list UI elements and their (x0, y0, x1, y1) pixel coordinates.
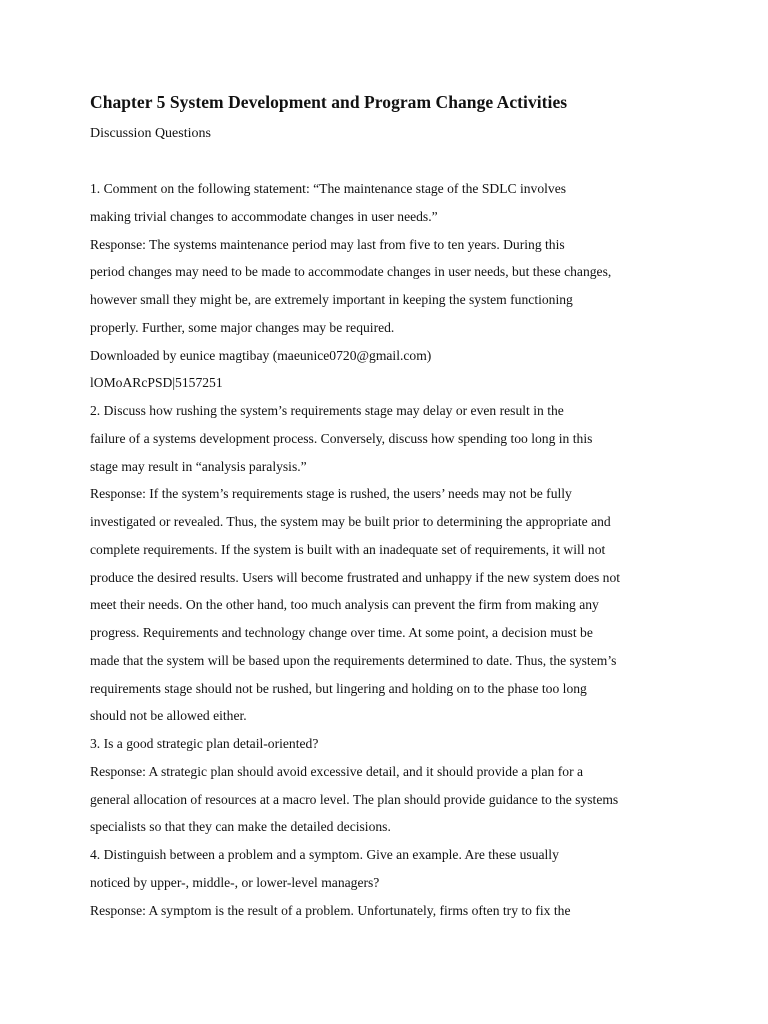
section-subtitle: Discussion Questions (90, 126, 211, 141)
download-notice: Downloaded by eunice magtibay (maeunice0720@gmail.com) (90, 347, 432, 363)
text-line-19: requirements stage should not be rushed, but lingering and holding on to the phase too long (90, 680, 587, 696)
text-line-13: investigated or revealed. Thus, the system may be built prior to determining the appropriate and (90, 514, 611, 529)
text-line-3: Response: The systems maintenance period may last from five to ten years. During this (90, 236, 565, 252)
text-line-15: produce the desired results. Users will become frustrated and unhappy if the new system does not (90, 569, 621, 585)
text-line-6: properly. Further, some major changes may be required. (90, 319, 395, 335)
text-line-9: 2. Discuss how rushing the system’s requirements stage may delay or even result in the (90, 403, 564, 418)
page-title: Chapter 5 System Development and Program Change Activities (90, 92, 568, 112)
text-line-10: failure of a systems development process. Conversely, discuss how spending too long in this (90, 430, 593, 446)
text-line-14: complete requirements. If the system is built with an inadequate set of requirements, it will not (90, 541, 606, 557)
text-line-27: Response: A symptom is the result of a problem. Unfortunately, firms often try to fix the (90, 902, 571, 918)
text-line-20: should not be allowed either. (90, 708, 247, 724)
text-line-17: progress. Requirements and technology change over time. At some point, a decision must be (90, 625, 593, 640)
text-line-1: 1. Comment on the following statement: “The maintenance stage of the SDLC involves (90, 181, 567, 196)
text-line-4: period changes may need to be made to accommodate changes in user needs, but these changes, (90, 264, 612, 280)
document-id: lOMoARcPSD|5157251 (90, 375, 223, 391)
text-line-16: meet their needs. On the other hand, too much analysis can prevent the firm from making any (90, 597, 599, 613)
text-line-21: 3. Is a good strategic plan detail-oriented? (90, 736, 319, 751)
text-line-12: Response: If the system’s requirements stage is rushed, the users’ needs may not be fully (90, 486, 572, 502)
text-line-23: general allocation of resources at a macro level. The plan should provide guidance to the systems (90, 791, 619, 807)
text-line-11: stage may result in “analysis paralysis.” (90, 458, 307, 474)
text-line-26: noticed by upper-, middle-, or lower-level managers? (90, 874, 380, 890)
text-line-2: making trivial changes to accommodate changes in user needs.” (90, 208, 438, 224)
text-line-18: made that the system will be based upon the requirements determined to date. Thus, the system’s (90, 652, 617, 668)
document-body (90, 180, 690, 929)
text-line-25: 4. Distinguish between a problem and a symptom. Give an example. Are these usually (90, 847, 559, 862)
text-line-24: specialists so that they can make the detailed decisions. (90, 819, 391, 835)
text-line-22: Response: A strategic plan should avoid excessive detail, and it should provide a plan for a (90, 763, 584, 779)
text-line-5: however small they might be, are extremely important in keeping the system functioning (90, 292, 573, 307)
